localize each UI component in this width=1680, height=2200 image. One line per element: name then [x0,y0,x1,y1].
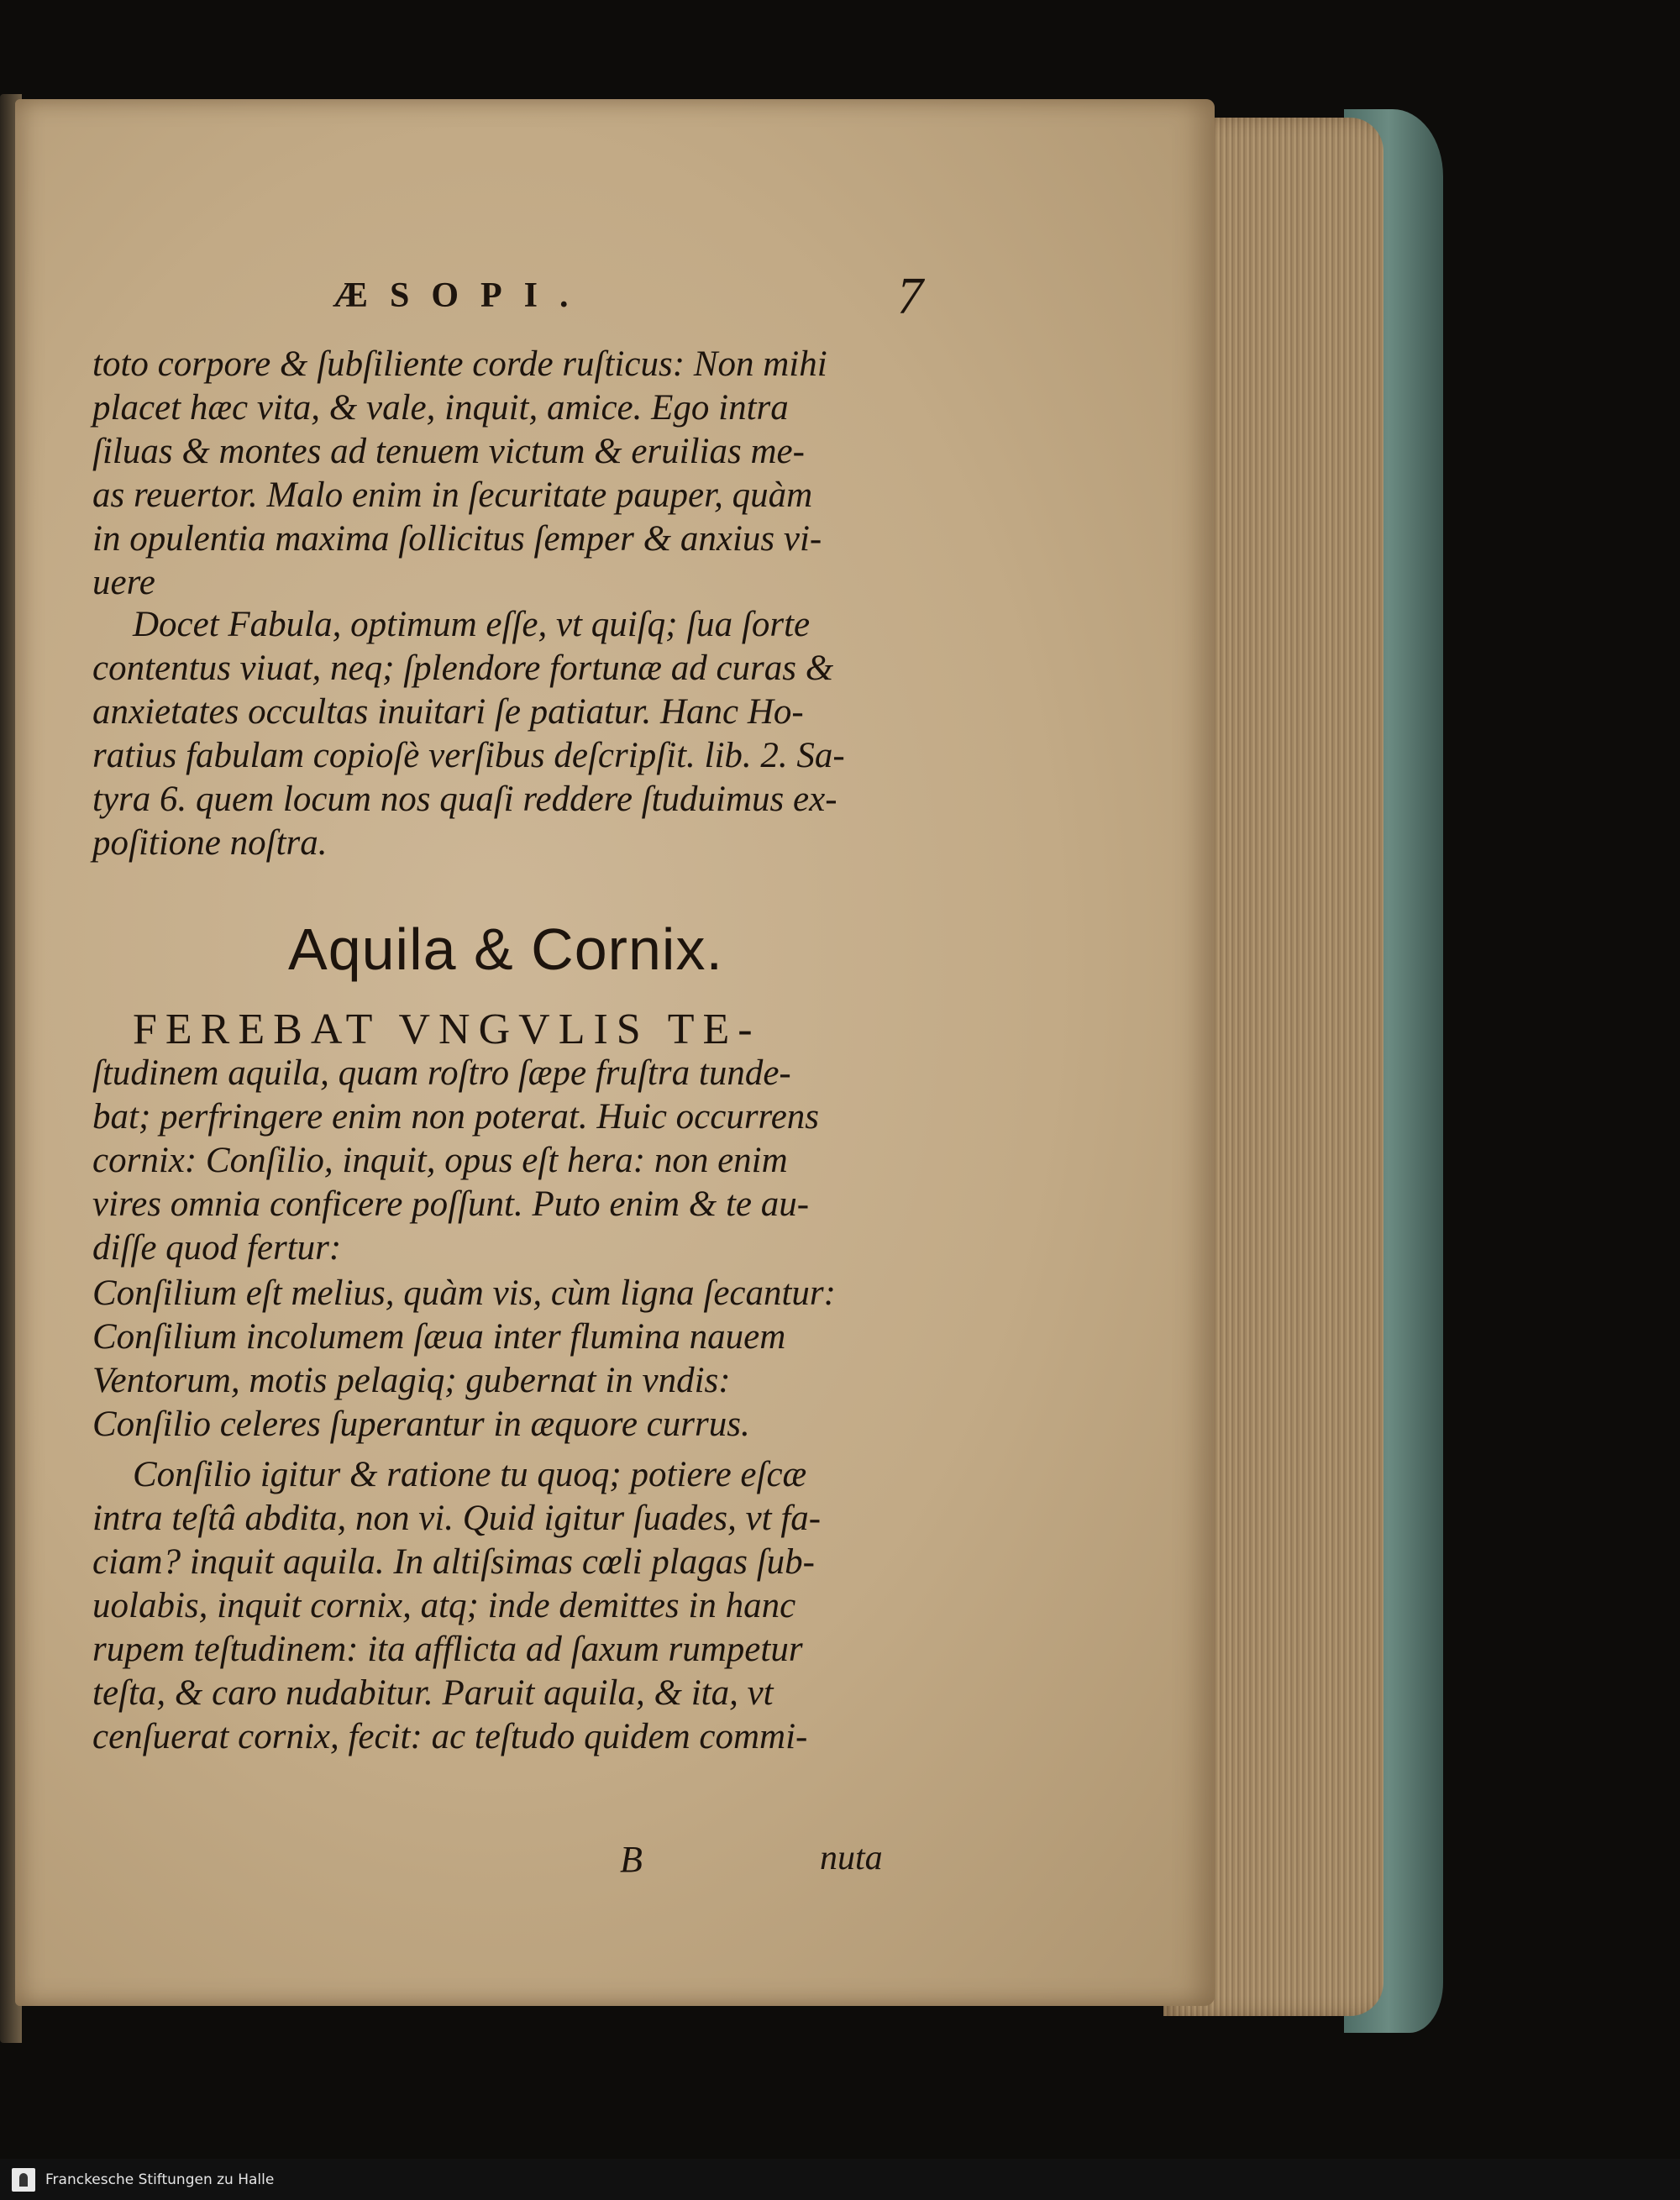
text-line: toto corpore & ſubſiliente corde ruſticus: Non mihi [92,344,827,384]
institution-name: Franckesche Stiftungen zu Halle [45,2171,275,2188]
text-line: ſiluas & montes ad tenuem victum & eruilias me- [92,432,805,471]
paragraph-fable-opening [92,1005,928,1270]
text-line: Conſilio igitur & ratione tu quoq; potiere eſcæ [133,1455,807,1494]
verse-line: Conſilium incolumem ſæua inter flumina nauem [92,1317,786,1357]
incipit-line: FEREBAT VNGVLIS TE- [133,1005,761,1053]
text-line: bat; perfringere enim non poterat. Huic occurrens [92,1097,820,1137]
verse-line: Ventorum, motis pelagiq; gubernat in vndis: [92,1361,731,1400]
paragraph-fable-continued [92,1453,928,1759]
text-line: Docet Fabula, optimum eſſe, vt quiſq; ſua ſorte [133,605,811,644]
text-line: contentus viuat, neq; ſplendore fortunæ ad curas & [92,648,834,688]
paragraph-country-mouse-end [92,343,928,605]
text-line: vires omnia conficere poſſunt. Puto enim & te au- [92,1184,810,1224]
text-line: ciam? inquit aquila. In altiſsimas cœli plagas ſub- [92,1542,815,1582]
text-line: teſta, & caro nudabitur. Paruit aquila, & ita, vt [92,1673,774,1713]
text-line: poſitione noſtra. [92,823,328,863]
text-line: uolabis, inquit cornix, atq; inde demittes in hanc [92,1586,796,1625]
institution-footer-bar [0,2159,1680,2200]
institution-logo-icon [12,2168,35,2192]
text-line: cornix: Conſilio, inquit, opus eſt hera: non enim [92,1141,788,1180]
text-line: as reuertor. Malo enim in ſecuritate pauper, quàm [92,475,813,515]
verse-block [92,1272,928,1447]
text-line: in opulentia maxima ſollicitus ſemper & anxius vi- [92,519,822,559]
text-line: cenſuerat cornix, fecit: ac teſtudo quidem commi- [92,1717,808,1756]
text-line: tyra 6. quem locum nos quaſi reddere ſtuduimus ex- [92,780,837,819]
book-page [15,99,1215,2006]
paragraph-moral [92,603,928,865]
verse-line: Conſilio celeres ſuperantur in æquore currus. [92,1405,750,1444]
fable-heading: Aquila & Cornix. [288,916,723,982]
running-title: ÆSOPI. [333,276,591,315]
text-line: diſſe quod fertur: [92,1228,342,1268]
text-line: ſtudinem aquila, quam roſtro ſæpe fruſtra tunde- [92,1053,791,1093]
page-footer [15,1838,1215,1888]
page-number: 7 [897,268,923,325]
text-line: uere [92,563,155,602]
verse-line: Conſilium eſt melius, quàm vis, cùm ligna ſecantur: [92,1273,836,1313]
page-header [15,268,1215,334]
text-line: anxietates occultas inuitari ſe patiatur. Hanc Ho- [92,692,804,732]
catchword: nuta [820,1839,883,1877]
signature-mark: B [620,1839,643,1880]
text-line: rupem teſtudinem: ita afflicta ad ſaxum rumpetur [92,1630,803,1669]
text-line: ratius fabulam copioſè verſibus deſcripſit. lib. 2. Sa- [92,736,845,775]
text-line: intra teſtâ abdita, non vi. Quid igitur ſuades, vt fa- [92,1499,822,1538]
text-line: placet hæc vita, & vale, inquit, amice. Ego intra [92,388,789,428]
